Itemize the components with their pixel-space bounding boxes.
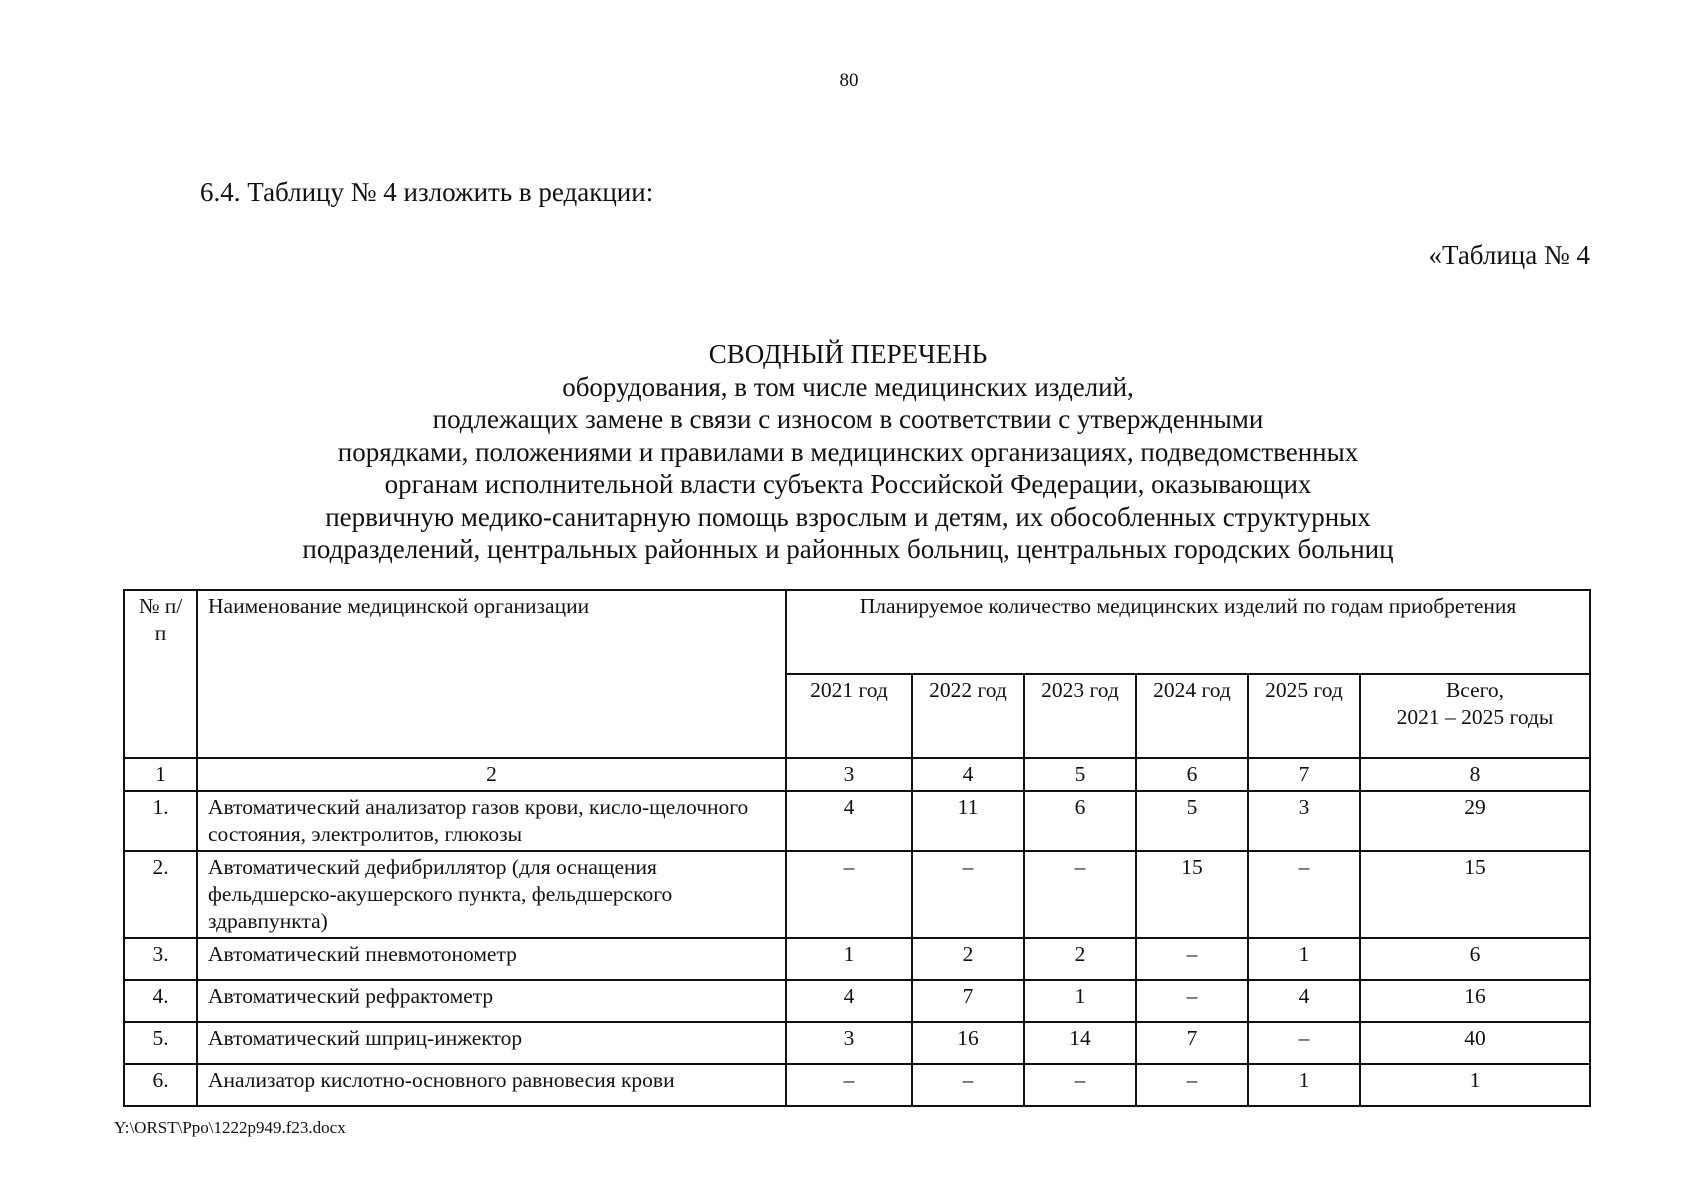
row-2021: – <box>786 1064 912 1106</box>
row-2023: 2 <box>1024 938 1136 980</box>
equipment-table <box>123 589 1591 1107</box>
table-row <box>124 938 1590 980</box>
heading-title: СВОДНЫЙ ПЕРЕЧЕНЬ <box>708 339 988 369</box>
heading-line: оборудования, в том числе медицинских изделий, <box>562 371 1134 402</box>
heading-line: органам исполнительной власти субъекта Российской Федерации, оказывающих <box>384 469 1312 499</box>
row-num: 6. <box>124 1064 197 1106</box>
row-2024: 7 <box>1136 1022 1248 1064</box>
heading-line: подлежащих замене в связи с износом в соответствии с утвержденными <box>432 404 1264 434</box>
row-2024: 15 <box>1136 851 1248 938</box>
row-2022: 11 <box>912 791 1024 851</box>
column-number: 6 <box>1136 758 1248 791</box>
column-number: 1 <box>124 758 197 791</box>
header-year: 2022 год <box>912 674 1024 758</box>
heading-line: первичную медико-санитарную помощь взрослым и детям, их обособленных структурных <box>325 501 1371 532</box>
header-num: № п/п <box>124 590 197 758</box>
header-total-line2: 2021 – 2025 годы <box>1396 705 1554 729</box>
row-num: 1. <box>124 791 197 851</box>
row-name: Автоматический анализатор газов крови, кисло-щелочного состояния, электролитов, глюкозы <box>197 791 786 851</box>
row-num: 3. <box>124 938 197 980</box>
row-total: 6 <box>1360 938 1590 980</box>
column-number: 4 <box>912 758 1024 791</box>
row-2024: 5 <box>1136 791 1248 851</box>
header-total-line1: Всего, <box>1445 678 1505 702</box>
row-2022: 2 <box>912 938 1024 980</box>
row-2021: – <box>786 851 912 938</box>
row-num: 2. <box>124 851 197 938</box>
row-2021: 1 <box>786 938 912 980</box>
row-name: Анализатор кислотно-основного равновесия крови <box>197 1064 786 1106</box>
row-name: Автоматический пневмотонометр <box>197 938 786 980</box>
row-2021: 4 <box>786 980 912 1022</box>
table-row <box>124 1022 1590 1064</box>
intro-paragraph: 6.4. Таблицу № 4 изложить в редакции: <box>200 177 654 207</box>
row-2023: – <box>1024 1064 1136 1106</box>
table-caption: «Таблица № 4 <box>1428 240 1590 270</box>
row-2023: – <box>1024 851 1136 938</box>
header-planned-quantity: Планируемое количество медицинских изделий по годам приобретения <box>786 590 1590 674</box>
file-path-footer: Y:\ORST\Ppo\1222p949.f23.docx <box>114 1118 346 1137</box>
row-2022: – <box>912 1064 1024 1106</box>
row-name: Автоматический дефибриллятор (для оснащения фельдшерско-акушерского пункта, фельдшерского здравпункта) <box>197 851 786 938</box>
column-number: 8 <box>1360 758 1590 791</box>
row-2024: – <box>1136 1064 1248 1106</box>
column-number: 2 <box>197 758 786 791</box>
row-total: 1 <box>1360 1064 1590 1106</box>
row-2025: 3 <box>1248 791 1360 851</box>
row-total: 16 <box>1360 980 1590 1022</box>
heading-line: подразделений, центральных районных и районных больниц, центральных городских больниц <box>302 534 1394 564</box>
row-2024: – <box>1136 980 1248 1022</box>
row-2025: 1 <box>1248 1064 1360 1106</box>
row-num: 5. <box>124 1022 197 1064</box>
row-2021: 4 <box>786 791 912 851</box>
document-heading <box>200 338 1496 566</box>
column-numbers-row <box>124 758 1590 791</box>
column-number: 3 <box>786 758 912 791</box>
header-total <box>1360 674 1590 758</box>
header-organization-name: Наименование медицинской организации <box>197 590 786 758</box>
header-year: 2024 год <box>1136 674 1248 758</box>
row-2022: 7 <box>912 980 1024 1022</box>
column-number: 5 <box>1024 758 1136 791</box>
table-row <box>124 980 1590 1022</box>
row-total: 15 <box>1360 851 1590 938</box>
row-2025: – <box>1248 1022 1360 1064</box>
header-year: 2021 год <box>786 674 912 758</box>
header-year: 2023 год <box>1024 674 1136 758</box>
row-name: Автоматический рефрактометр <box>197 980 786 1022</box>
header-year: 2025 год <box>1248 674 1360 758</box>
row-2024: – <box>1136 938 1248 980</box>
row-2023: 6 <box>1024 791 1136 851</box>
heading-line: порядками, положениями и правилами в медицинских организациях, подведомственных <box>337 436 1359 467</box>
page-number: 80 <box>839 70 859 91</box>
table-row <box>124 1064 1590 1106</box>
row-2023: 14 <box>1024 1022 1136 1064</box>
row-total: 29 <box>1360 791 1590 851</box>
row-2025: – <box>1248 851 1360 938</box>
row-name: Автоматический шприц-инжектор <box>197 1022 786 1064</box>
column-number: 7 <box>1248 758 1360 791</box>
table-row <box>124 851 1590 938</box>
row-2025: 4 <box>1248 980 1360 1022</box>
row-2022: 16 <box>912 1022 1024 1064</box>
row-2021: 3 <box>786 1022 912 1064</box>
row-num: 4. <box>124 980 197 1022</box>
row-2023: 1 <box>1024 980 1136 1022</box>
table-row <box>124 791 1590 851</box>
row-total: 40 <box>1360 1022 1590 1064</box>
row-2025: 1 <box>1248 938 1360 980</box>
row-2022: – <box>912 851 1024 938</box>
